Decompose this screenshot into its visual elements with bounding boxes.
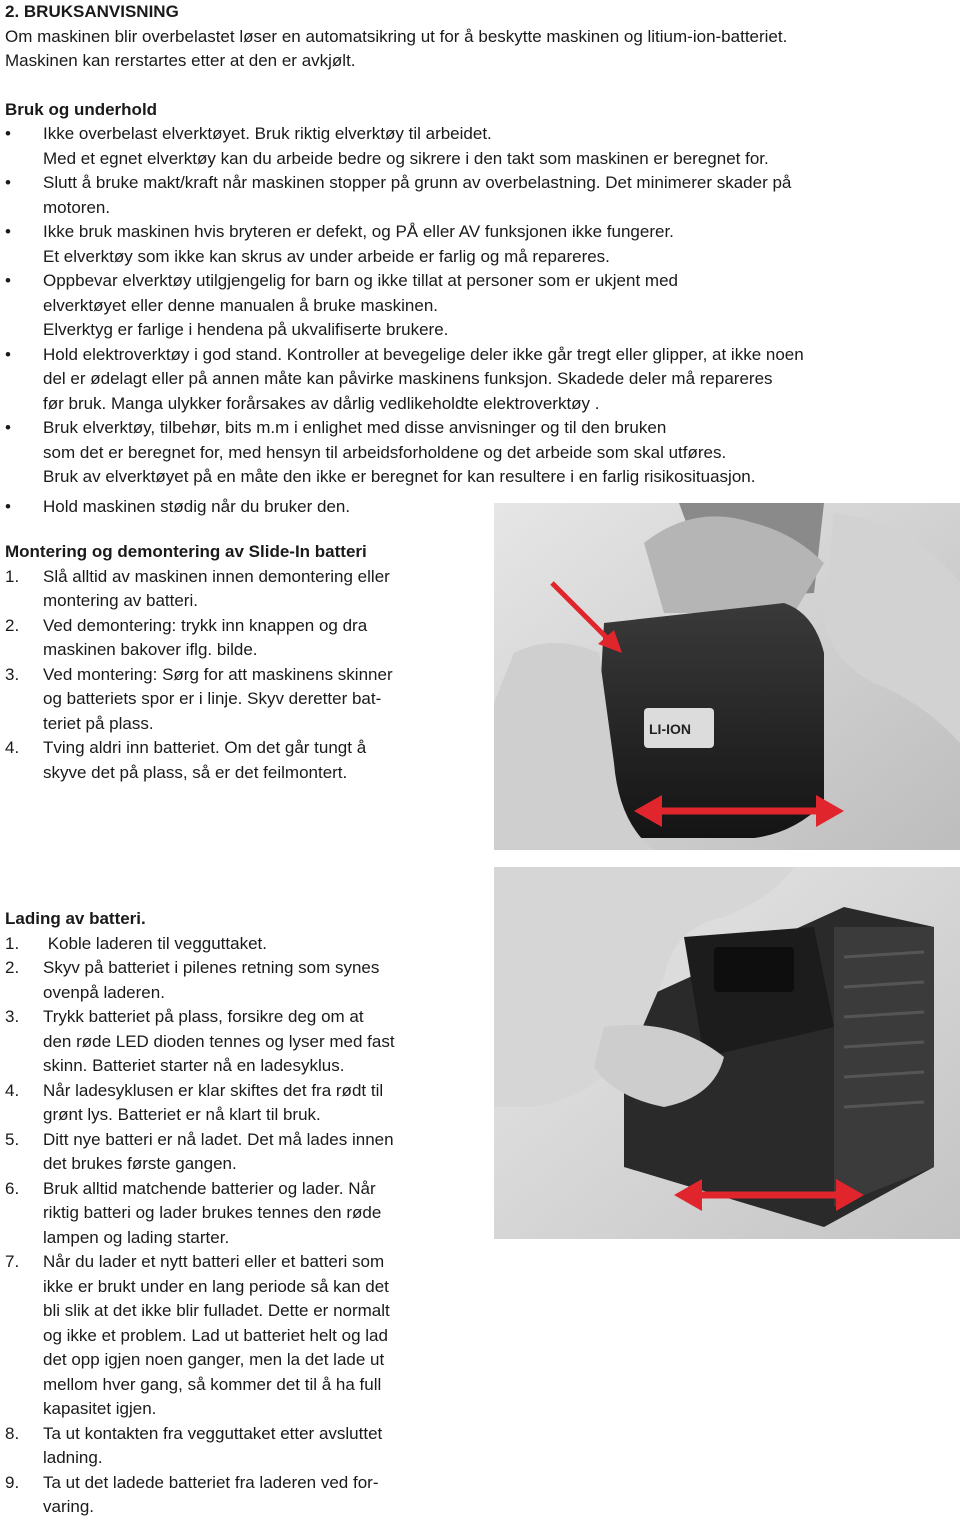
step-number: 6. [5,1178,20,1198]
usage-list [5,122,955,519]
bullet-line: Hold elektroverktøy i god stand. Kontroller at bevegelige deler ikke går tregt eller glipper, at ikke noen [43,344,804,364]
bullet-marker: • [5,173,11,192]
mounting-section [5,540,475,785]
step-line: montering av batteri. [43,591,198,610]
bullet-marker: • [5,271,11,290]
mounting-step [5,614,475,663]
step-line: Tving aldri inn batteriet. Om det går tungt å [43,738,367,757]
step-line: skinn. Batteriet starter nå en ladesyklus. [43,1056,345,1075]
bullet-line: Med et egnet elverktøy kan du arbeide bedre og sikrere i den takt som maskinen er beregnet for. [43,148,769,168]
step-line: Skyv på batteriet i pilenes retning som synes [43,958,380,977]
charging-list [5,932,475,1520]
step-line: og ikke et problem. Lad ut batteriet helt og lad [43,1325,388,1345]
bullet-marker: • [5,222,11,241]
charging-step [5,956,475,1005]
bullet-marker: • [5,418,11,437]
mounting-step [5,565,475,614]
usage-bullet-item [5,416,955,490]
step-line: Ditt nye batteri er nå ladet. Det må lades innen [43,1129,394,1149]
step-line: Ved demontering: trykk inn knappen og dra [43,615,368,635]
step-number: 7. [5,1252,20,1271]
step-number: 3. [5,664,20,684]
step-line: maskinen bakover iflg. bilde. [43,640,258,659]
charging-step [5,932,475,957]
step-number: 8. [5,1423,20,1443]
bullet-line: Slutt å bruke makt/kraft når maskinen stopper på grunn av overbelastning. Det minimerer skader på [43,173,792,192]
step-number: 1. [5,566,20,586]
step-line: det opp igjen noen ganger, men la det lade ut [43,1350,385,1369]
bullet-line: Elverktyg er farlige i hendena på ukvalifiserte brukere. [43,320,449,339]
charging-heading: Lading av batteri. [5,909,146,928]
step-number: 1. [5,933,20,953]
intro-line: Om maskinen blir overbelastet løser en automatsikring ut for å beskytte maskinen og litium-ion-batteriet. [5,26,788,46]
bullet-line: Bruk av elverktøyet på en måte den ikke er beregnet for kan resultere i en farlig risikosituasjon. [43,467,756,486]
battery-charger-photo [494,867,960,1239]
bullet-line: Ikke overbelast elverktøyet. Bruk riktig elverktøy til arbeidet. [43,124,492,143]
step-line: Når du lader et nytt batteri eller et batteri som [43,1252,385,1271]
step-line: Slå alltid av maskinen innen demontering eller [43,566,390,586]
usage-bullet-item [5,122,955,171]
step-line: mellom hver gang, så kommer det til å ha full [43,1374,382,1394]
step-line: Bruk alltid matchende batterier og lader. Når [43,1178,376,1198]
step-number: 3. [5,1007,20,1026]
step-number: 4. [5,738,20,757]
charging-step [5,1128,475,1177]
step-line: skyve det på plass, så er det feilmontert. [43,762,348,782]
mounting-step [5,663,475,737]
step-number: 2. [5,615,20,635]
intro-line: Maskinen kan rerstartes etter at den er avkjølt. [5,51,356,70]
charging-step [5,1079,475,1128]
step-number: 5. [5,1129,20,1149]
step-line: ovenpå laderen. [43,982,165,1002]
usage-bullet-item [5,343,955,417]
step-line: teriet på plass. [43,713,154,733]
mounting-list [5,565,475,786]
bullet-line: før bruk. Manga ulykker forårsakes av dårlig vedlikeholdte elektroverktøy . [43,393,600,413]
step-line: riktig batteri og lader brukes tennes den røde [43,1203,382,1222]
battery-brand-label: LI-ION [649,721,691,737]
usage-bullet-item [5,220,955,269]
bullet-marker: • [5,496,11,516]
usage-bullet-item [5,269,955,343]
charging-step [5,1005,475,1079]
step-line: ikke er brukt under en lang periode så kan det [43,1276,389,1296]
bullet-line: Et elverktøy som ikke kan skrus av under arbeide er farlig og må repareres. [43,246,610,266]
bullet-line: Hold maskinen stødig når du bruker den. [43,496,351,516]
step-line: Ved montering: Sørg for att maskinens skinner [43,664,393,684]
step-line: Koble laderen til vegguttaket. [43,933,267,953]
usage-section [5,0,955,519]
charging-step [5,1471,475,1520]
step-number: 9. [5,1472,20,1492]
bullet-line: Bruk elverktøy, tilbehør, bits m.m i enlighet med disse anvisninger og til den bruken [43,418,667,437]
step-line: kapasitet igjen. [43,1399,157,1418]
step-line: varing. [43,1497,95,1516]
charging-step [5,1250,475,1422]
bullet-line: elverktøyet eller denne manualen å bruke maskinen. [43,295,438,315]
usage-heading: Bruk og underhold [5,99,158,119]
usage-bullet-item [5,171,955,220]
bullet-line: Ikke bruk maskinen hvis bryteren er defekt, og PÅ eller AV funksjonen ikke fungerer. [43,222,674,241]
bullet-line: som det er beregnet for, med hensyn til arbeidsforholdene og det arbeide som skal utføres. [43,442,727,462]
step-number: 2. [5,958,20,977]
step-line: det brukes første gangen. [43,1154,237,1173]
mounting-heading: Montering og demontering av Slide-In batteri [5,542,367,561]
bullet-line: del er ødelagt eller på annen måte kan påvirke maskinens funksjon. Skadede deler må repareres [43,369,773,388]
step-line: Ta ut det ladede batteriet fra laderen ved for- [43,1472,379,1492]
step-line: Ta ut kontakten fra vegguttaket etter avsluttet [43,1423,383,1443]
section-title: 2. BRUKSANVISNING [5,2,179,21]
mounting-step [5,736,475,785]
charging-section [5,907,475,1520]
bullet-marker: • [5,124,11,143]
step-line: ladning. [43,1448,103,1467]
bullet-marker: • [5,344,11,364]
step-line: Når ladesyklusen er klar skiftes det fra rødt til [43,1080,384,1100]
bullet-line: Oppbevar elverktøy utilgjengelig for barn og ikke tillat at personer som er ukjent med [43,271,678,290]
step-line: bli slik at det ikke blir fulladet. Dette er normalt [43,1301,390,1320]
step-line: grønt lys. Batteriet er nå klart til bruk. [43,1105,321,1124]
battery-removal-photo [494,503,960,850]
step-line: den røde LED dioden tennes og lyser med fast [43,1031,395,1051]
charging-step [5,1422,475,1471]
charging-step [5,1177,475,1251]
bullet-line: motoren. [43,197,111,217]
step-number: 4. [5,1080,20,1100]
step-line: Trykk batteriet på plass, forsikre deg om at [43,1007,364,1026]
step-line: lampen og lading starter. [43,1227,230,1247]
step-line: og batteriets spor er i linje. Skyv deretter bat- [43,689,382,708]
